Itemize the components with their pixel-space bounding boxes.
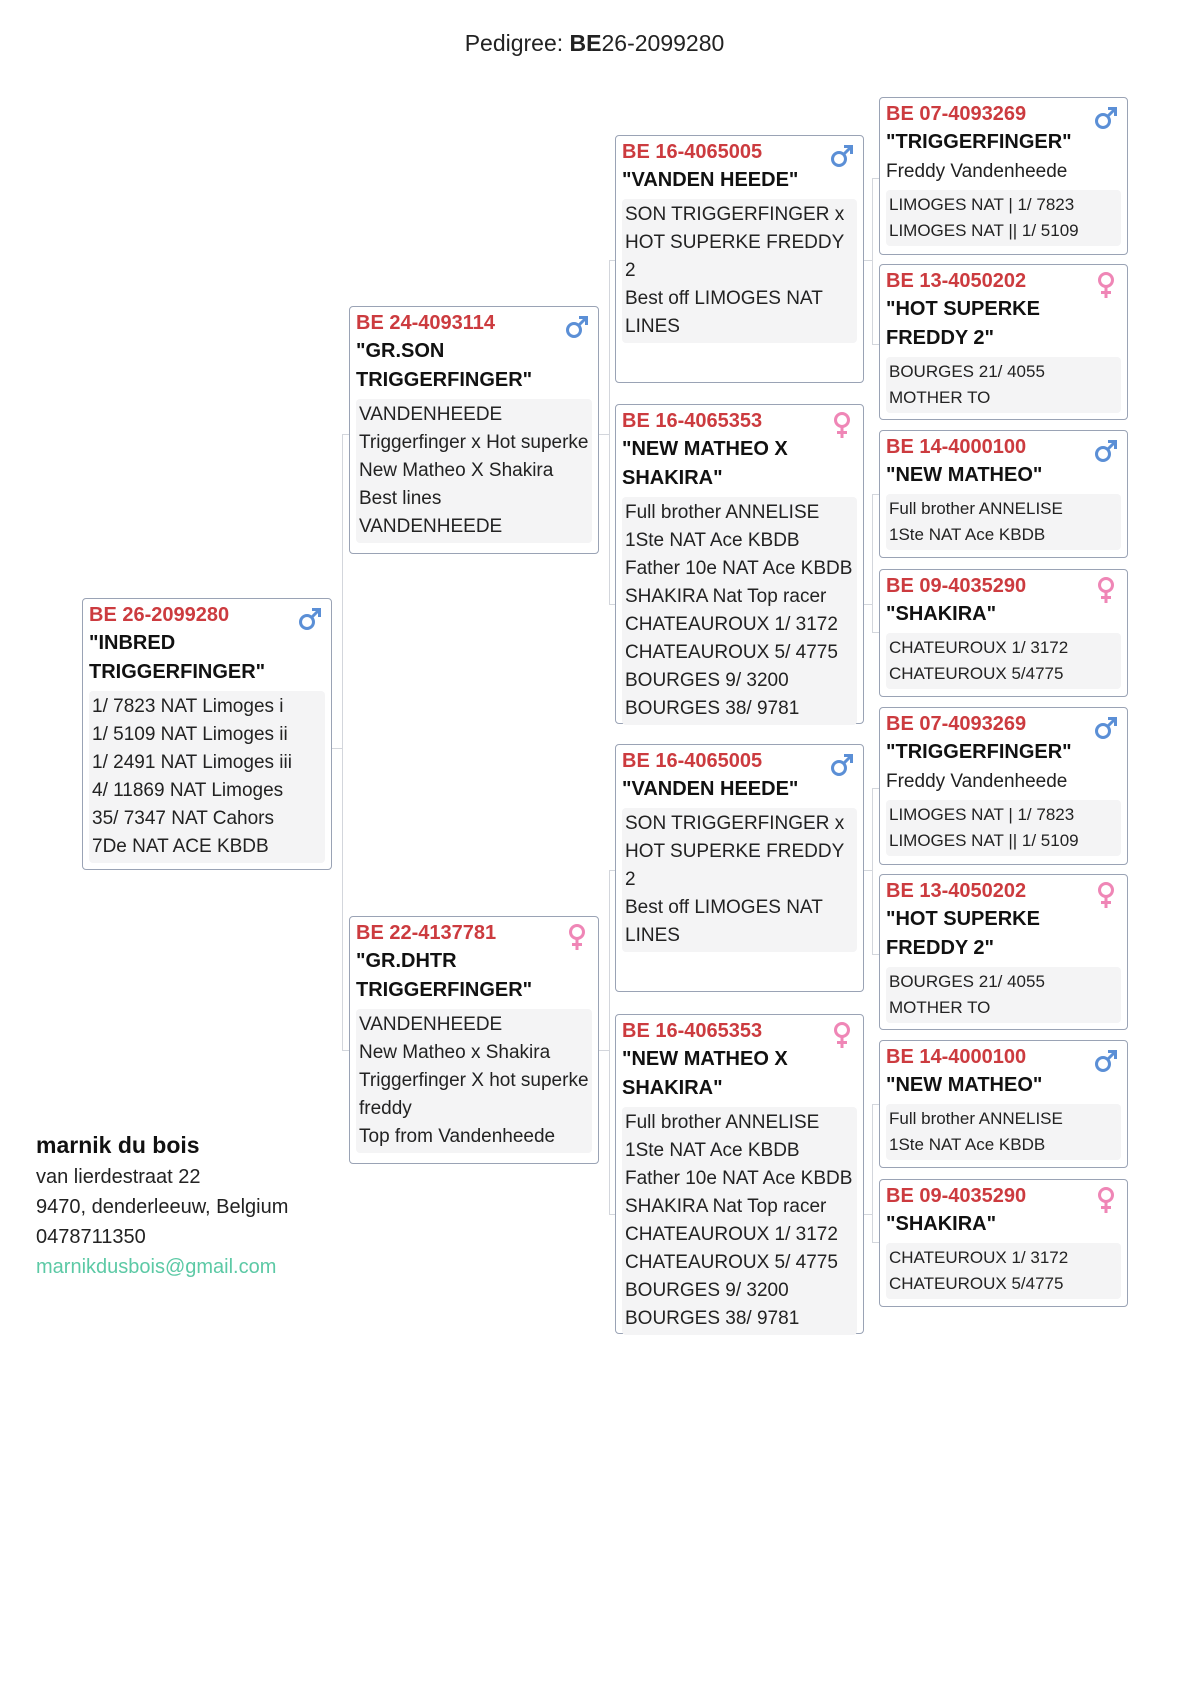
female-symbol-icon bbox=[1093, 1186, 1119, 1214]
breeder-name: Freddy Vandenheede bbox=[886, 161, 1068, 182]
achievement-line: Full brother ANNELISE bbox=[889, 499, 1063, 518]
owner-city: 9470, denderleeuw, Belgium bbox=[36, 1196, 289, 1218]
pigeon-name: "GR.SON TRIGGERFINGER" bbox=[356, 340, 533, 391]
female-symbol-icon bbox=[1093, 271, 1119, 299]
owner-contact-block bbox=[36, 1128, 288, 1282]
achievement-line: CHATEAUROUX 1/ 3172 bbox=[625, 1224, 838, 1245]
female-symbol-icon bbox=[829, 1021, 855, 1049]
achievements-box bbox=[886, 1104, 1121, 1160]
achievement-line: Full brother ANNELISE bbox=[889, 1109, 1063, 1128]
pedigree-card-ds-dam[interactable] bbox=[879, 874, 1128, 1030]
achievement-line: 1/ 7823 NAT Limoges i bbox=[92, 696, 284, 717]
achievements-box bbox=[622, 808, 857, 952]
achievement-line: 1/ 5109 NAT Limoges ii bbox=[92, 724, 288, 745]
ring-number: BE 14-4000100 bbox=[886, 1046, 1027, 1068]
achievement-line: New Matheo X Shakira bbox=[359, 460, 554, 481]
title-prefix: Pedigree: bbox=[464, 30, 570, 56]
ring-number: BE 07-4093269 bbox=[886, 103, 1027, 125]
male-symbol-icon bbox=[1093, 714, 1119, 742]
pedigree-card-dam[interactable] bbox=[349, 916, 599, 1164]
achievement-line: SON TRIGGERFINGER x HOT SUPERKE FREDDY 2 bbox=[625, 204, 845, 281]
pigeon-name: "TRIGGERFINGER" bbox=[886, 741, 1072, 763]
achievement-line: Full brother ANNELISE bbox=[625, 502, 820, 523]
female-symbol-icon bbox=[829, 411, 855, 439]
pigeon-name: "SHAKIRA" bbox=[886, 603, 997, 625]
achievements-box bbox=[886, 357, 1121, 413]
connector-line bbox=[872, 788, 873, 954]
achievement-line: New Matheo x Shakira bbox=[359, 1042, 551, 1063]
ring-number: BE 26-2099280 bbox=[89, 604, 230, 626]
ring-number: BE 14-4000100 bbox=[886, 436, 1027, 458]
ring-number: BE 16-4065005 bbox=[622, 750, 763, 772]
female-symbol-icon bbox=[1093, 576, 1119, 604]
ring-number: BE 13-4050202 bbox=[886, 880, 1027, 902]
achievement-line: Full brother ANNELISE bbox=[625, 1112, 820, 1133]
achievement-line: CHATEAUROUX 5/ 4775 bbox=[625, 642, 838, 663]
pedigree-card-sd-sire[interactable] bbox=[879, 430, 1128, 558]
ring-number: BE 16-4065005 bbox=[622, 141, 763, 163]
ring-number: BE 13-4050202 bbox=[886, 270, 1027, 292]
ring-number: BE 16-4065353 bbox=[622, 1020, 763, 1042]
male-symbol-icon bbox=[829, 142, 855, 170]
achievement-line: SON TRIGGERFINGER x HOT SUPERKE FREDDY 2 bbox=[625, 813, 845, 890]
achievements-box bbox=[886, 967, 1121, 1023]
pedigree-card-dd-dam[interactable] bbox=[879, 1179, 1128, 1307]
achievements-box bbox=[886, 494, 1121, 550]
achievement-line: BOURGES 38/ 9781 bbox=[625, 698, 800, 719]
pigeon-name: "VANDEN HEEDE" bbox=[622, 778, 799, 800]
male-symbol-icon bbox=[1093, 1047, 1119, 1075]
achievement-line: MOTHER TO bbox=[889, 998, 991, 1017]
connector-line bbox=[609, 260, 610, 604]
connector-line bbox=[872, 494, 873, 632]
achievement-line: Best lines VANDENHEEDE bbox=[359, 488, 503, 537]
achievements-box bbox=[886, 190, 1121, 246]
ring-number: BE 24-4093114 bbox=[356, 312, 496, 334]
ring-number: BE 22-4137781 bbox=[356, 922, 497, 944]
ring-number: BE 09-4035290 bbox=[886, 575, 1027, 597]
achievements-box bbox=[886, 800, 1121, 856]
achievement-line: Triggerfinger X hot superke freddy bbox=[359, 1070, 589, 1119]
achievement-line: CHATEUROUX 5/4775 bbox=[889, 1274, 1064, 1293]
achievement-line: SHAKIRA Nat Top racer bbox=[625, 586, 827, 607]
owner-email-link[interactable]: marnikdusbois@gmail.com bbox=[36, 1256, 277, 1278]
achievement-line: LIMOGES NAT | 1/ 7823 bbox=[889, 805, 1075, 824]
pigeon-name: "NEW MATHEO X SHAKIRA" bbox=[622, 438, 788, 489]
achievement-line: 1Ste NAT Ace KBDB bbox=[889, 1135, 1046, 1154]
achievement-line: Best off LIMOGES NAT LINES bbox=[625, 897, 823, 946]
breeder-name: Freddy Vandenheede bbox=[886, 771, 1068, 792]
achievement-line: BOURGES 21/ 4055 bbox=[889, 972, 1045, 991]
pedigree-card-ss-sire[interactable] bbox=[879, 97, 1128, 255]
pigeon-name: "TRIGGERFINGER" bbox=[886, 131, 1072, 153]
achievement-line: CHATEUROUX 1/ 3172 bbox=[889, 638, 1069, 657]
pedigree-card-ds-sire[interactable] bbox=[879, 707, 1128, 865]
achievement-line: LIMOGES NAT || 1/ 5109 bbox=[889, 221, 1079, 240]
achievements-box bbox=[622, 497, 857, 725]
pigeon-name: "INBRED TRIGGERFINGER" bbox=[89, 632, 266, 683]
achievement-line: BOURGES 9/ 3200 bbox=[625, 670, 789, 691]
pedigree-card-dam-dam[interactable] bbox=[615, 1014, 864, 1334]
pedigree-card-dam-sire[interactable] bbox=[615, 744, 864, 992]
achievement-line: 1Ste NAT Ace KBDB bbox=[625, 530, 800, 551]
ring-number: BE 07-4093269 bbox=[886, 713, 1027, 735]
female-symbol-icon bbox=[564, 923, 590, 951]
pedigree-card-sd-dam[interactable] bbox=[879, 569, 1128, 697]
achievements-box bbox=[622, 1107, 857, 1335]
owner-street: van lierdestraat 22 bbox=[36, 1166, 201, 1188]
achievement-line: SHAKIRA Nat Top racer bbox=[625, 1196, 827, 1217]
achievement-line: MOTHER TO bbox=[889, 388, 991, 407]
achievement-line: CHATEAUROUX 5/ 4775 bbox=[625, 1252, 838, 1273]
achievements-box bbox=[622, 199, 857, 343]
pedigree-card-subject[interactable] bbox=[82, 598, 332, 870]
achievement-line: VANDENHEEDE bbox=[359, 404, 503, 425]
connector-line bbox=[609, 870, 610, 1214]
achievement-line: 4/ 11869 NAT Limoges bbox=[92, 780, 284, 801]
achievement-line: Triggerfinger x Hot superke bbox=[359, 432, 589, 453]
achievement-line: 1/ 2491 NAT Limoges iii bbox=[92, 752, 292, 773]
pedigree-card-sire-dam[interactable] bbox=[615, 404, 864, 724]
achievement-line: 7De NAT ACE KBDB bbox=[92, 836, 269, 857]
pigeon-name: "VANDEN HEEDE" bbox=[622, 169, 799, 191]
achievement-line: 1Ste NAT Ace KBDB bbox=[889, 525, 1046, 544]
achievements-box bbox=[886, 633, 1121, 689]
achievements-box bbox=[89, 691, 325, 863]
achievements-box bbox=[356, 1009, 592, 1153]
male-symbol-icon bbox=[829, 751, 855, 779]
male-symbol-icon bbox=[1093, 104, 1119, 132]
achievement-line: Top from Vandenheede bbox=[359, 1126, 556, 1147]
pedigree-card-ss-dam[interactable] bbox=[879, 264, 1128, 420]
achievement-line: BOURGES 9/ 3200 bbox=[625, 1280, 789, 1301]
title-ring-prefix: BE bbox=[569, 30, 602, 56]
connector-line bbox=[872, 178, 873, 344]
owner-phone: 0478711350 bbox=[36, 1226, 146, 1248]
ring-number: BE 16-4065353 bbox=[622, 410, 763, 432]
achievement-line: 35/ 7347 NAT Cahors bbox=[92, 808, 275, 829]
ring-number: BE 09-4035290 bbox=[886, 1185, 1027, 1207]
male-symbol-icon bbox=[297, 605, 323, 633]
achievement-line: BOURGES 21/ 4055 bbox=[889, 362, 1045, 381]
female-symbol-icon bbox=[1093, 881, 1119, 909]
achievement-line: Father 10e NAT Ace KBDB bbox=[625, 558, 853, 579]
achievement-line: CHATEUROUX 5/4775 bbox=[889, 664, 1064, 683]
pedigree-card-sire-sire[interactable] bbox=[615, 135, 864, 383]
achievement-line: Best off LIMOGES NAT LINES bbox=[625, 288, 823, 337]
connector-line bbox=[872, 1104, 873, 1242]
achievement-line: VANDENHEEDE bbox=[359, 1014, 503, 1035]
achievement-line: Father 10e NAT Ace KBDB bbox=[625, 1168, 853, 1189]
owner-name: marnik du bois bbox=[36, 1132, 200, 1158]
achievement-line: LIMOGES NAT || 1/ 5109 bbox=[889, 831, 1079, 850]
achievements-box bbox=[886, 1243, 1121, 1299]
achievement-line: 1Ste NAT Ace KBDB bbox=[625, 1140, 800, 1161]
pedigree-card-dd-sire[interactable] bbox=[879, 1040, 1128, 1168]
title-ring-number: 26-2099280 bbox=[601, 30, 725, 56]
achievement-line: CHATEAUROUX 1/ 3172 bbox=[625, 614, 838, 635]
pigeon-name: "NEW MATHEO" bbox=[886, 1074, 1043, 1096]
page-title bbox=[0, 30, 1189, 57]
male-symbol-icon bbox=[1093, 437, 1119, 465]
pigeon-name: "NEW MATHEO X SHAKIRA" bbox=[622, 1048, 788, 1099]
male-symbol-icon bbox=[564, 313, 590, 341]
pigeon-name: "NEW MATHEO" bbox=[886, 464, 1043, 486]
achievement-line: CHATEUROUX 1/ 3172 bbox=[889, 1248, 1069, 1267]
connector-line bbox=[342, 434, 343, 1050]
achievements-box bbox=[356, 399, 592, 543]
pigeon-name: "GR.DHTR TRIGGERFINGER" bbox=[356, 950, 533, 1001]
achievement-line: BOURGES 38/ 9781 bbox=[625, 1308, 800, 1329]
pedigree-card-sire[interactable] bbox=[349, 306, 599, 554]
achievement-line: LIMOGES NAT | 1/ 7823 bbox=[889, 195, 1075, 214]
pigeon-name: "HOT SUPERKE FREDDY 2" bbox=[886, 298, 1040, 349]
pigeon-name: "HOT SUPERKE FREDDY 2" bbox=[886, 908, 1040, 959]
pigeon-name: "SHAKIRA" bbox=[886, 1213, 997, 1235]
